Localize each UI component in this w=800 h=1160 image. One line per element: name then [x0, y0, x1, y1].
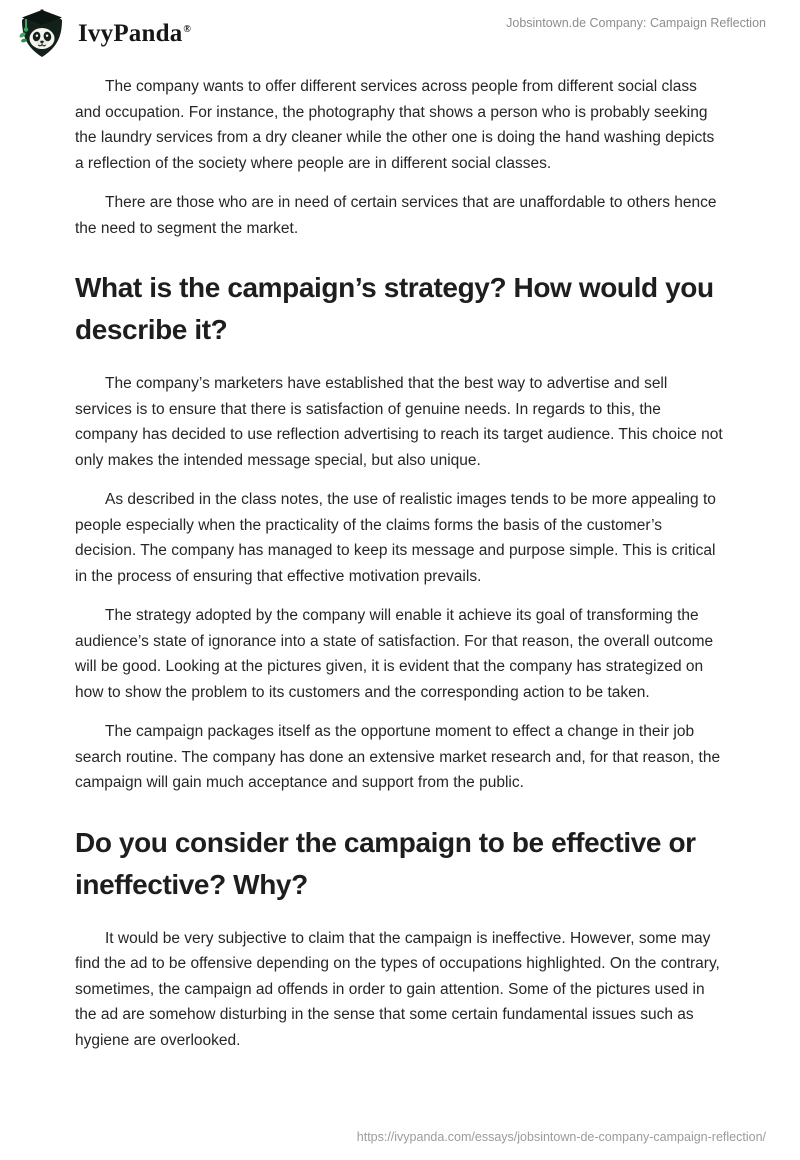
- essay-content: [0, 64, 800, 1053]
- ivypanda-panda-logo-icon: [17, 9, 67, 59]
- document-title: Jobsintown.de Company: Campaign Reflection: [506, 16, 766, 30]
- paragraph-4: As described in the class notes, the use of realistic images tends to be more appealing to people especially when the practicality of the claims forms the basis of the customer’s decision. The company has managed to keep its message and purpose simple. This is critical in the process of ensuring that effective motivation prevails.: [75, 491, 716, 585]
- paragraph-1: The company wants to offer different services across people from different social class and occupation. For instance, the photography that shows a person who is probably seeking the laundry services from a dry cleaner while the other one is doing the hand washing depicts a reflection of the society where people are in different social classes.: [75, 78, 715, 172]
- registered-mark-icon: ®: [183, 23, 192, 35]
- paragraph-5: The strategy adopted by the company will enable it achieve its goal of transforming the audience’s state of ignorance into a state of satisfaction. For that reason, the overall outcome will be good. Looking at the pictures given, it is evident that the company has strategized on how to show the problem to its customers and the corresponding action to be taken.: [75, 607, 714, 701]
- brand-logo-link[interactable]: [17, 9, 191, 59]
- paragraph-6: The campaign packages itself as the opportune moment to effect a change in their job search routine. The company has done an extensive market research and, for that reason, the campaign will gain much acceptance and support from the public.: [75, 723, 721, 791]
- paragraph-2: There are those who are in need of certain services that are unaffordable to others hence the need to segment the market.: [75, 194, 717, 237]
- page-header: [0, 0, 800, 64]
- section-heading-strategy: What is the campaign’s strategy? How would you describe it?: [75, 272, 714, 345]
- brand-wordmark: [78, 20, 191, 48]
- brand-name: IvyPanda: [78, 20, 183, 47]
- paragraph-3: The company’s marketers have established that the best way to advertise and sell services is to ensure that there is satisfaction of genuine needs. In regards to this, the company has decided to use reflection advertising to reach its target audience. This choice not only makes the intended message special, but also unique.: [75, 375, 723, 469]
- section-heading-effectiveness: Do you consider the campaign to be effective or ineffective? Why?: [75, 826, 696, 900]
- page-footer: [357, 1128, 766, 1146]
- source-url[interactable]: https://ivypanda.com/essays/jobsintown-de-company-campaign-reflection/: [356, 1130, 766, 1144]
- paragraph-7: It would be very subjective to claim that the campaign is ineffective. However, some may find the ad to be offensive depending on the types of occupations highlighted. On the contrary, sometimes, the campaign ad offends in order to gain attention. Some of the pictures used in the ad are somehow disturbing in the sense that some certain fundamental issues such as hygiene are overlooked.: [75, 929, 720, 1049]
